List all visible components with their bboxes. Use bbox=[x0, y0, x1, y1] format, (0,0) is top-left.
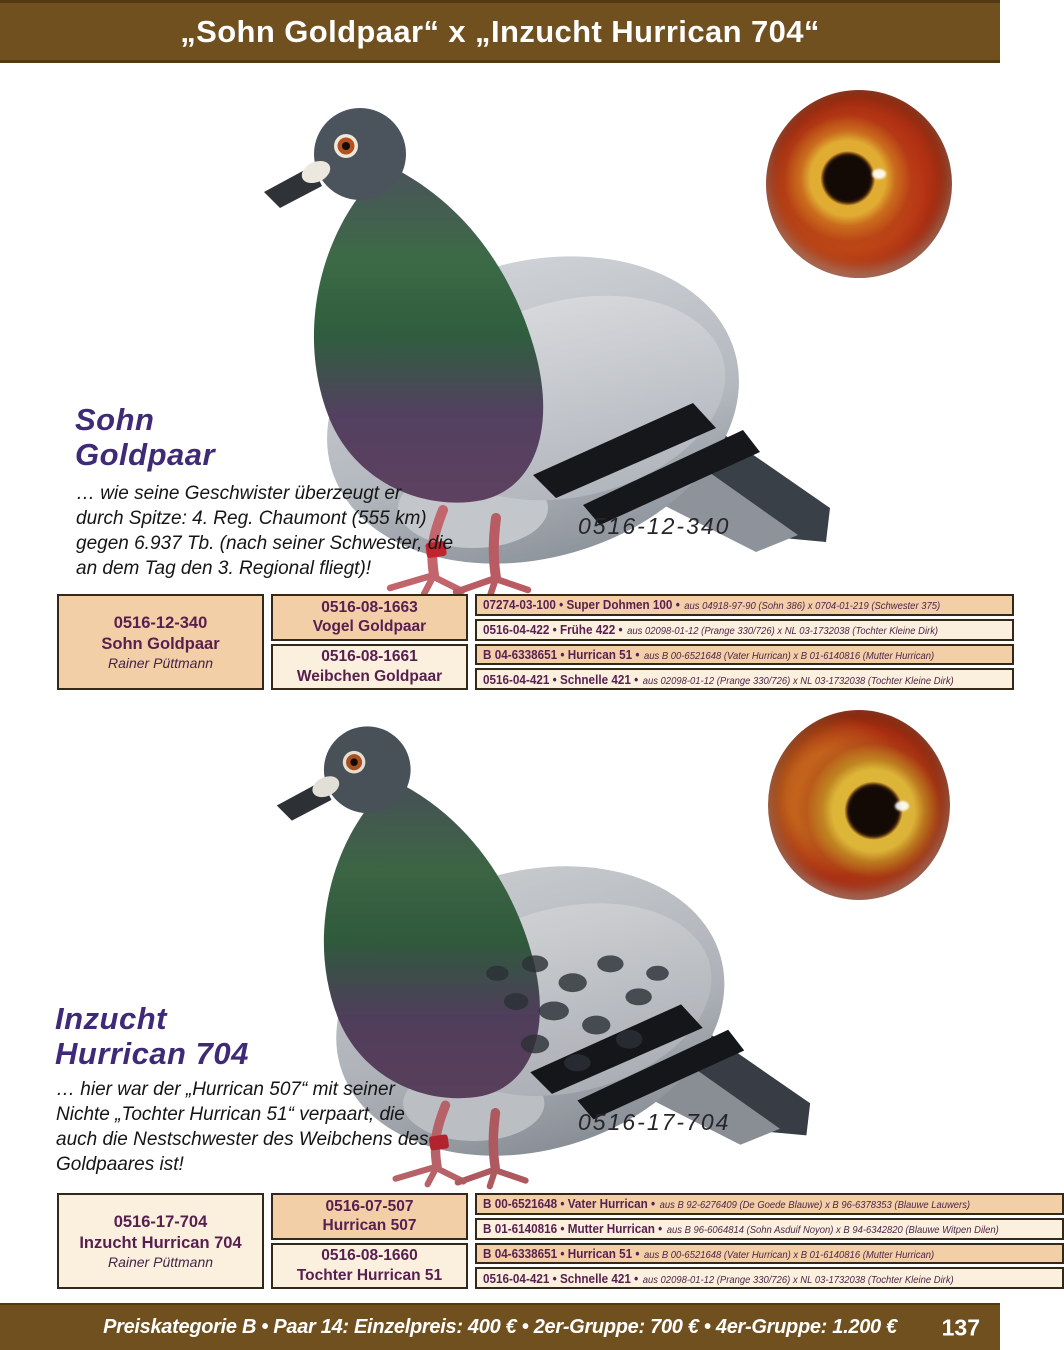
dam-name: Weibchen Goldpaar bbox=[296, 667, 443, 685]
pigeon-eye-closeup-2 bbox=[768, 710, 950, 900]
dam-cell bbox=[271, 1243, 468, 1290]
section-heading-sohn-goldpaar: Sohn Goldpaar bbox=[75, 402, 216, 473]
grandparent-main: 0516-04-421 • Schnelle 421 • bbox=[483, 671, 639, 687]
sire-ring: 0516-07-507 bbox=[325, 1197, 414, 1215]
sire-name: Hurrican 507 bbox=[322, 1217, 417, 1235]
grandparent-main: B 01-6140816 • Mutter Hurrican • bbox=[483, 1221, 663, 1237]
price-line: Preiskategorie B • Paar 14: Einzelpreis: 400 € • 2er-Gruppe: 700 € • 4er-Gruppe: 1.200 € bbox=[103, 1316, 897, 1338]
grandparent-row bbox=[475, 1243, 1064, 1265]
subject-breeder: Rainer Püttmann bbox=[107, 655, 214, 672]
grandparent-details: aus 02098-01-12 (Prange 330/726) x NL 03-1732038 (Tochter Kleine Dirk) bbox=[642, 674, 954, 687]
subject-ring: 0516-17-704 bbox=[113, 1212, 208, 1231]
grandparent-row bbox=[475, 594, 1014, 616]
grandparent-main: 0516-04-421 • Schnelle 421 • bbox=[483, 1270, 639, 1286]
subject-name: Inzucht Hurrican 704 bbox=[79, 1233, 242, 1252]
dam-ring: 0516-08-1661 bbox=[321, 648, 418, 666]
page-number: 137 bbox=[941, 1314, 980, 1340]
grandparent-details: aus B 92-6276409 (De Goede Blauwe) x B 96-6378353 (Blauwe Lauwers) bbox=[659, 1199, 971, 1212]
subject-cell bbox=[57, 1193, 264, 1289]
photo-ring-label-2: 0516-17-704 bbox=[578, 1109, 731, 1135]
photo-ring-label-1: 0516-12-340 bbox=[578, 513, 731, 539]
dam-cell bbox=[271, 644, 468, 691]
section-description-1: … wie seine Geschwister überzeugt er durch Spitze: 4. Reg. Chaumont (555 km) gegen 6.937 Tb. (nach seiner Schwester, die an dem Tag den 3. Regional fliegt)! bbox=[76, 483, 454, 580]
grandparent-details: aus 04918-97-90 (Sohn 386) x 0704-01-219 (Schwester 375) bbox=[684, 600, 941, 613]
grandparent-row bbox=[475, 1218, 1064, 1240]
pedigree-table-1 bbox=[57, 594, 965, 690]
grandparent-row bbox=[475, 619, 1014, 641]
section-description-2: … hier war der „Hurrican 507“ mit seiner Nichte „Tochter Hurrican 51“ verpaart, die auch die Nestschwester des Weibchens des Goldpaares ist! bbox=[56, 1079, 429, 1176]
subject-cell bbox=[57, 594, 264, 690]
footer-banner bbox=[0, 1303, 1000, 1350]
pigeon-eye-closeup-1 bbox=[766, 90, 952, 278]
header-banner bbox=[0, 0, 1000, 63]
grandparent-main: 07274-03-100 • Super Dohmen 100 • bbox=[483, 597, 680, 613]
grandparent-main: B 04-6338651 • Hurrican 51 • bbox=[483, 646, 640, 662]
pedigree-table-2 bbox=[57, 1193, 999, 1289]
grandparent-details: aus B 96-6064814 (Sohn Asduif Noyon) x B 94-6342820 (Blauwe Witpen Dilen) bbox=[666, 1224, 999, 1237]
sire-ring: 0516-08-1663 bbox=[321, 598, 418, 616]
grandparent-row bbox=[475, 1267, 1064, 1289]
dam-ring: 0516-08-1660 bbox=[321, 1247, 418, 1265]
grandparent-details: aus 02098-01-12 (Prange 330/726) x NL 03-1732038 (Tochter Kleine Dirk) bbox=[627, 625, 939, 638]
grandparent-details: aus 02098-01-12 (Prange 330/726) x NL 03-1732038 (Tochter Kleine Dirk) bbox=[642, 1273, 954, 1286]
sire-cell bbox=[271, 1193, 468, 1240]
sire-cell bbox=[271, 594, 468, 641]
grandparent-main: 0516-04-422 • Frühe 422 • bbox=[483, 622, 623, 638]
subject-breeder: Rainer Püttmann bbox=[107, 1254, 214, 1271]
grandparent-details: aus B 00-6521648 (Vater Hurrican) x B 01-6140816 (Mutter Hurrican) bbox=[643, 649, 935, 662]
section-heading-inzucht-hurrican: Inzucht Hurrican 704 bbox=[55, 1001, 249, 1072]
grandparent-row bbox=[475, 668, 1014, 690]
sire-name: Vogel Goldpaar bbox=[312, 618, 427, 636]
grandparent-row bbox=[475, 1193, 1064, 1215]
grandparent-main: B 04-6338651 • Hurrican 51 • bbox=[483, 1245, 640, 1261]
subject-ring: 0516-12-340 bbox=[113, 613, 208, 632]
grandparent-details: aus B 00-6521648 (Vater Hurrican) x B 01-6140816 (Mutter Hurrican) bbox=[643, 1248, 935, 1261]
dam-name: Tochter Hurrican 51 bbox=[296, 1266, 443, 1284]
subject-name: Sohn Goldpaar bbox=[101, 634, 220, 653]
grandparent-row bbox=[475, 644, 1014, 666]
grandparent-main: B 00-6521648 • Vater Hurrican • bbox=[483, 1196, 656, 1212]
page-title: „Sohn Goldpaar“ x „Inzucht Hurrican 704“ bbox=[180, 13, 820, 49]
